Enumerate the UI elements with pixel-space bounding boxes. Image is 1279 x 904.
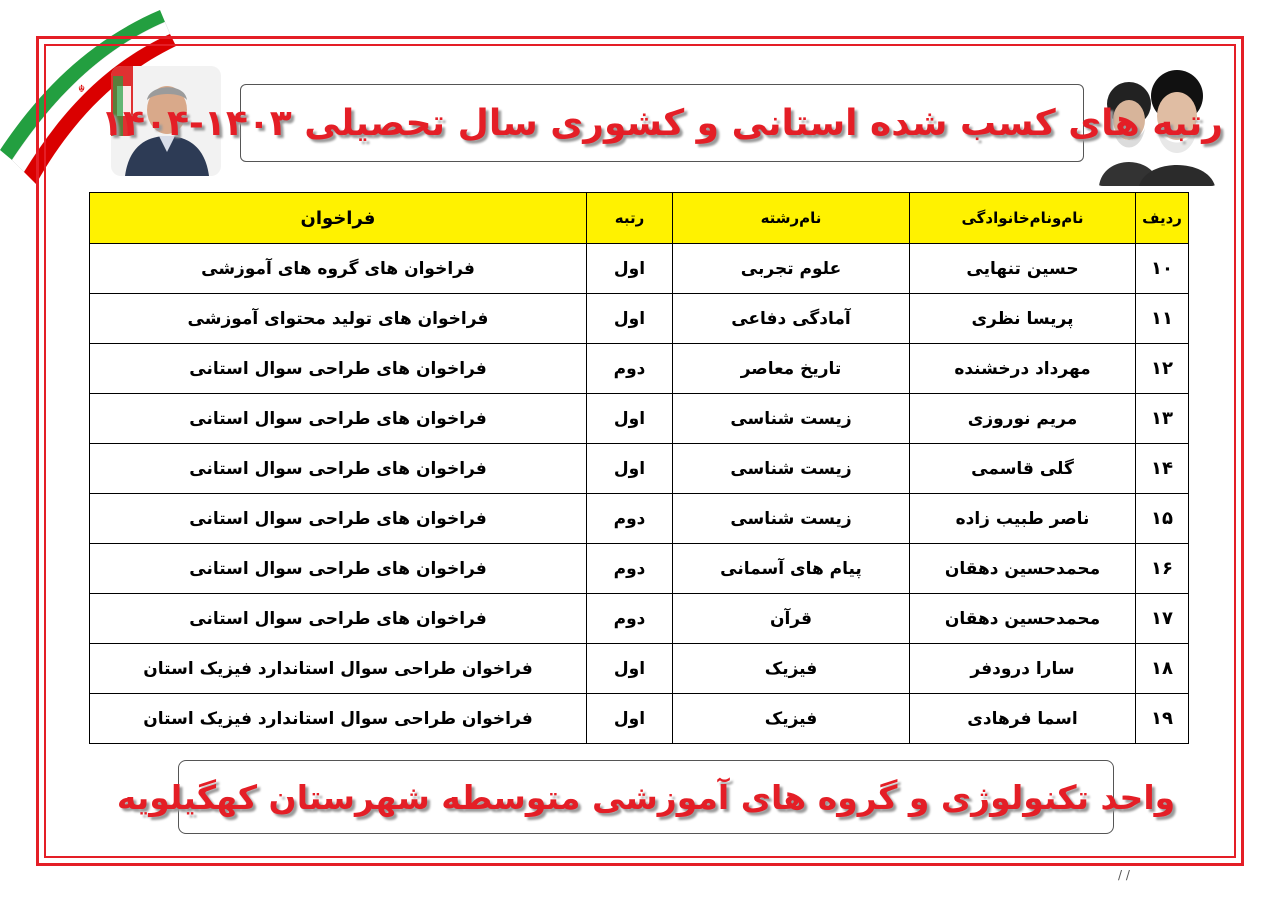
- cell-field: زیست شناسی: [673, 444, 910, 494]
- cell-row-number: ۱۰: [1136, 244, 1189, 294]
- cell-field: تاریخ معاصر: [673, 344, 910, 394]
- table-row: [90, 394, 1189, 444]
- cell-row-number: ۱۵: [1136, 494, 1189, 544]
- cell-field: قرآن: [673, 594, 910, 644]
- cell-call: فراخوان های طراحی سوال استانی: [90, 594, 587, 644]
- cell-name: حسین تنهایی: [910, 244, 1136, 294]
- table-row: [90, 544, 1189, 594]
- cell-row-number: ۱۹: [1136, 694, 1189, 744]
- cell-row-number: ۱۷: [1136, 594, 1189, 644]
- cell-name: مهرداد درخشنده: [910, 344, 1136, 394]
- results-table: [89, 192, 1189, 744]
- header-row-number: ردیف: [1136, 193, 1189, 244]
- cell-rank: دوم: [587, 494, 673, 544]
- cell-name: گلی قاسمی: [910, 444, 1136, 494]
- footer-banner: [116, 760, 1176, 834]
- header-field: نام‌رشته: [673, 193, 910, 244]
- table-row: [90, 244, 1189, 294]
- table-header-row: [90, 193, 1189, 244]
- svg-text:☬: ☬: [78, 84, 86, 95]
- cell-call: فراخوان های طراحی سوال استانی: [90, 344, 587, 394]
- cell-rank: دوم: [587, 344, 673, 394]
- cell-row-number: ۱۸: [1136, 644, 1189, 694]
- cell-field: فیزیک: [673, 694, 910, 744]
- cell-rank: اول: [587, 644, 673, 694]
- cell-name: مریم نوروزی: [910, 394, 1136, 444]
- cell-rank: اول: [587, 444, 673, 494]
- table-row: [90, 494, 1189, 544]
- cell-name: ناصر طبیب زاده: [910, 494, 1136, 544]
- cell-rank: اول: [587, 394, 673, 444]
- cell-row-number: ۱۳: [1136, 394, 1189, 444]
- cell-field: علوم تجربی: [673, 244, 910, 294]
- cell-rank: اول: [587, 294, 673, 344]
- table-row: [90, 344, 1189, 394]
- cell-field: آمادگی دفاعی: [673, 294, 910, 344]
- cell-name: محمدحسین دهقان: [910, 544, 1136, 594]
- cell-row-number: ۱۶: [1136, 544, 1189, 594]
- cell-field: پیام های آسمانی: [673, 544, 910, 594]
- page-title: رتبه های کسب شده استانی و کشوری سال تحصیلی ۱۴۰۳-۱۴۰۴: [101, 102, 1223, 144]
- title-banner: [101, 84, 1223, 162]
- cell-field: زیست شناسی: [673, 494, 910, 544]
- table-row: [90, 594, 1189, 644]
- cell-rank: دوم: [587, 544, 673, 594]
- table-row: [90, 294, 1189, 344]
- cell-call: فراخوان طراحی سوال استاندارد فیزیک استان: [90, 644, 587, 694]
- cell-field: فیزیک: [673, 644, 910, 694]
- cell-call: فراخوان های گروه های آموزشی: [90, 244, 587, 294]
- cell-call: فراخوان های تولید محتوای آموزشی: [90, 294, 587, 344]
- table-row: [90, 694, 1189, 744]
- table-row: [90, 444, 1189, 494]
- cell-row-number: ۱۴: [1136, 444, 1189, 494]
- cell-name: سارا درودفر: [910, 644, 1136, 694]
- cell-name: اسما فرهادی: [910, 694, 1136, 744]
- cell-name: پریسا نظری: [910, 294, 1136, 344]
- page-mark: / /: [1118, 868, 1130, 882]
- cell-row-number: ۱۱: [1136, 294, 1189, 344]
- cell-call: فراخوان های طراحی سوال استانی: [90, 494, 587, 544]
- table-row: [90, 644, 1189, 694]
- cell-rank: اول: [587, 244, 673, 294]
- cell-rank: اول: [587, 694, 673, 744]
- footer-title: واحد تکنولوژی و گروه های آموزشی متوسطه شهرستان کهگیلویه: [116, 777, 1176, 817]
- cell-name: محمدحسین دهقان: [910, 594, 1136, 644]
- cell-call: فراخوان های طراحی سوال استانی: [90, 444, 587, 494]
- header-name: نام‌و‌نام‌خانوادگی: [910, 193, 1136, 244]
- cell-field: زیست شناسی: [673, 394, 910, 444]
- cell-rank: دوم: [587, 594, 673, 644]
- cell-call: فراخوان طراحی سوال استاندارد فیزیک استان: [90, 694, 587, 744]
- cell-row-number: ۱۲: [1136, 344, 1189, 394]
- cell-call: فراخوان های طراحی سوال استانی: [90, 544, 587, 594]
- header-rank: رتبه: [587, 193, 673, 244]
- header-call: فراخوان: [90, 193, 587, 244]
- cell-call: فراخوان های طراحی سوال استانی: [90, 394, 587, 444]
